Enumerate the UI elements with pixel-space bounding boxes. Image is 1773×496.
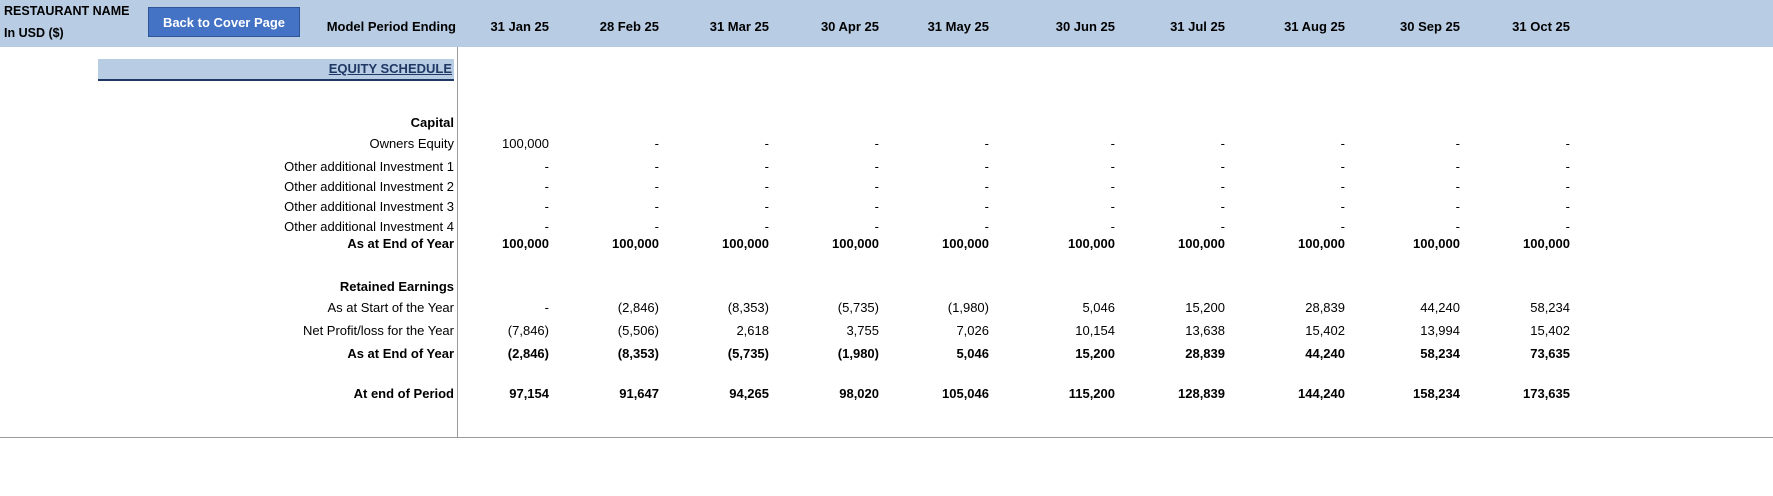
cell: 58,234	[1420, 346, 1460, 361]
cell: (1,980)	[837, 346, 879, 361]
cell: 73,635	[1530, 346, 1570, 361]
cell: -	[544, 199, 549, 214]
cell: 100,000	[1298, 236, 1345, 251]
table-row	[0, 177, 1773, 198]
cell: -	[1220, 219, 1225, 234]
cell: (5,735)	[727, 346, 769, 361]
cell: -	[1455, 179, 1460, 194]
row-label: Other additional Investment 4	[284, 219, 454, 234]
cell: -	[874, 179, 879, 194]
currency-label: In USD ($)	[4, 26, 64, 40]
period-header-3: 30 Apr 25	[820, 19, 879, 34]
cell: -	[874, 219, 879, 234]
cell: 105,046	[942, 386, 989, 401]
table-row	[0, 134, 1773, 155]
cell: -	[1340, 199, 1345, 214]
cell: -	[874, 136, 879, 151]
cell: (2,846)	[617, 300, 659, 315]
cell: -	[1565, 136, 1570, 151]
row-label: At end of Period	[353, 386, 454, 401]
cell: 2,618	[736, 323, 769, 338]
cell: 13,638	[1185, 323, 1225, 338]
cell: -	[1340, 219, 1345, 234]
page-title: EQUITY SCHEDULE	[328, 61, 452, 76]
cell: 115,200	[1068, 386, 1115, 401]
period-header-1: 28 Feb 25	[599, 19, 659, 34]
period-header-6: 31 Jul 25	[1170, 19, 1225, 34]
cell: -	[544, 300, 549, 315]
cell: 100,000	[832, 236, 879, 251]
cell: 3,755	[846, 323, 879, 338]
row-label: Other additional Investment 3	[284, 199, 454, 214]
cell: 15,200	[1185, 300, 1225, 315]
table-row-subtotal	[0, 234, 1773, 255]
back-to-cover-page-button[interactable]: Back to Cover Page	[148, 7, 300, 37]
period-header-5: 30 Jun 25	[1055, 19, 1115, 34]
cell: -	[1565, 159, 1570, 174]
cell: -	[764, 179, 769, 194]
cell: 97,154	[509, 386, 549, 401]
model-period-ending-label: Model Period Ending	[326, 19, 456, 34]
cell: -	[654, 136, 659, 151]
cell: -	[1220, 159, 1225, 174]
company-header	[4, 0, 154, 47]
cell: -	[984, 179, 989, 194]
cell: -	[1455, 159, 1460, 174]
cell: -	[1220, 199, 1225, 214]
cell: 58,234	[1530, 300, 1570, 315]
cell: 10,154	[1075, 323, 1115, 338]
cell: -	[764, 219, 769, 234]
cell: -	[544, 219, 549, 234]
cell: (5,735)	[837, 300, 879, 315]
cell: 100,000	[1068, 236, 1115, 251]
cell: 28,839	[1305, 300, 1345, 315]
cell: -	[984, 136, 989, 151]
cell: -	[1565, 179, 1570, 194]
cell: 5,046	[1082, 300, 1115, 315]
cell: 98,020	[839, 386, 879, 401]
cell: 100,000	[942, 236, 989, 251]
cell: -	[984, 219, 989, 234]
period-header-0: 31 Jan 25	[490, 19, 549, 34]
cell: 100,000	[612, 236, 659, 251]
cell: 128,839	[1178, 386, 1225, 401]
company-name: RESTAURANT NAME	[4, 4, 130, 18]
schedule-title-bar	[98, 59, 454, 81]
table-row	[0, 157, 1773, 178]
cell: -	[654, 219, 659, 234]
cell: -	[1455, 136, 1460, 151]
cell: -	[1340, 159, 1345, 174]
table-row	[0, 321, 1773, 342]
table-row	[0, 197, 1773, 218]
cell: 7,026	[956, 323, 989, 338]
cell: 94,265	[729, 386, 769, 401]
cell: 100,000	[722, 236, 769, 251]
cell: -	[764, 159, 769, 174]
cell: 100,000	[502, 236, 549, 251]
cell: (1,980)	[947, 300, 989, 315]
cell: -	[1340, 136, 1345, 151]
cell: 144,240	[1298, 386, 1345, 401]
cell: (8,353)	[727, 300, 769, 315]
table-row-subtotal	[0, 344, 1773, 365]
cell: -	[654, 179, 659, 194]
cell: (7,846)	[507, 323, 549, 338]
cell: 44,240	[1305, 346, 1345, 361]
period-header-2: 31 Mar 25	[709, 19, 769, 34]
cell: -	[1110, 179, 1115, 194]
cell: -	[1455, 219, 1460, 234]
cell: -	[544, 159, 549, 174]
period-header-4: 31 May 25	[927, 19, 989, 34]
period-header-9: 31 Oct 25	[1512, 19, 1570, 34]
bottom-border	[0, 437, 1773, 438]
cell: -	[1565, 199, 1570, 214]
cell: -	[654, 159, 659, 174]
cell: 44,240	[1420, 300, 1460, 315]
cell: (5,506)	[617, 323, 659, 338]
cell: -	[1110, 136, 1115, 151]
cell: 158,234	[1413, 386, 1460, 401]
cell: -	[1110, 159, 1115, 174]
cell: -	[874, 159, 879, 174]
cell: -	[1220, 136, 1225, 151]
cell: -	[1110, 219, 1115, 234]
row-label: As at Start of the Year	[327, 300, 454, 315]
cell: 13,994	[1420, 323, 1460, 338]
cell: -	[654, 199, 659, 214]
cell: (2,846)	[507, 346, 549, 361]
cell: 5,046	[956, 346, 989, 361]
cell: 15,200	[1075, 346, 1115, 361]
cell: 100,000	[1523, 236, 1570, 251]
cell: -	[1455, 199, 1460, 214]
cell: -	[1110, 199, 1115, 214]
section-heading-label: Retained Earnings	[339, 279, 454, 294]
table-row-total	[0, 384, 1773, 405]
cell: (8,353)	[617, 346, 659, 361]
cell: -	[544, 179, 549, 194]
cell: 100,000	[1178, 236, 1225, 251]
cell: -	[764, 199, 769, 214]
row-label: Owners Equity	[369, 136, 454, 151]
cell: 15,402	[1530, 323, 1570, 338]
section-heading-retained-earnings	[0, 277, 1773, 298]
cell: 173,635	[1523, 386, 1570, 401]
cell: 28,839	[1185, 346, 1225, 361]
row-label: As at End of Year	[347, 236, 454, 251]
cell: -	[1220, 179, 1225, 194]
cell: -	[984, 199, 989, 214]
section-heading-label: Capital	[410, 115, 454, 130]
cell: -	[764, 136, 769, 151]
section-heading-capital	[0, 113, 1773, 134]
cell: 100,000	[502, 136, 549, 151]
cell: -	[1565, 219, 1570, 234]
table-row	[0, 298, 1773, 319]
row-label: As at End of Year	[347, 346, 454, 361]
period-header-7: 31 Aug 25	[1284, 19, 1345, 34]
cell: 100,000	[1413, 236, 1460, 251]
cell: -	[874, 199, 879, 214]
row-label: Other additional Investment 1	[284, 159, 454, 174]
cell: -	[984, 159, 989, 174]
row-label: Net Profit/loss for the Year	[302, 323, 454, 338]
row-label: Other additional Investment 2	[284, 179, 454, 194]
cell: -	[1340, 179, 1345, 194]
cell: 91,647	[619, 386, 659, 401]
period-header-8: 30 Sep 25	[1400, 19, 1460, 34]
cell: 15,402	[1305, 323, 1345, 338]
